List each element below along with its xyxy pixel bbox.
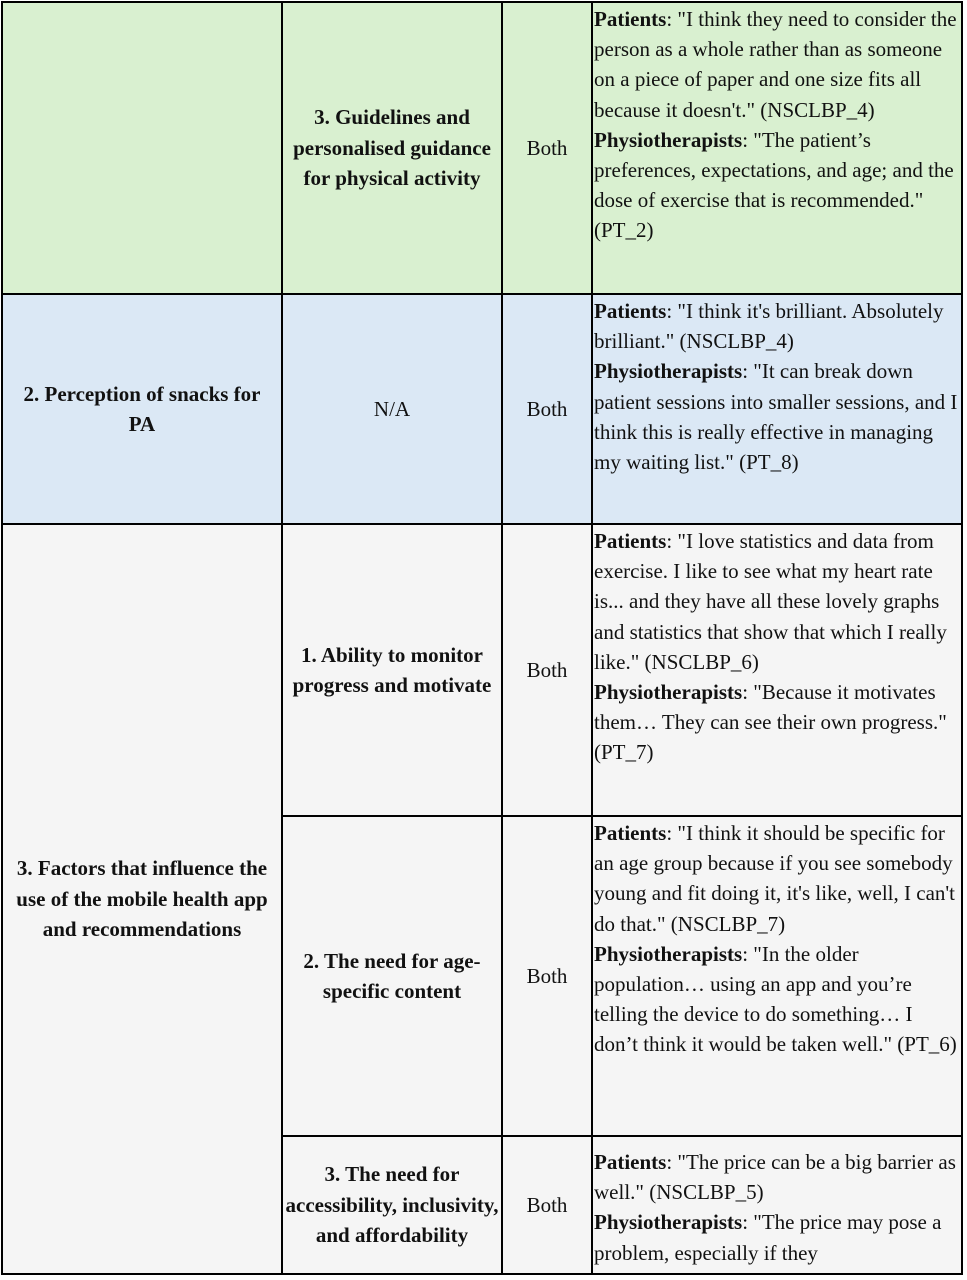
group-cell: Both: [502, 816, 592, 1136]
group-cell: Both: [502, 1136, 592, 1274]
patients-label: Patients: [594, 1150, 667, 1174]
patients-quote: Patients: "I think they need to consider the person as a whole rather than as someone on a piece of paper and one size fits all because it doesn't." (NSCLBP_4): [594, 7, 957, 122]
patients-quote: Patients: "I love statistics and data from exercise. I like to see what my heart rate is... and they have all these lovely graphs and statistics that show that which I really like." (NSCLBP_6): [594, 529, 947, 674]
table-row: [2, 524, 962, 816]
patients-label: Patients: [594, 821, 667, 845]
themes-table: [1, 1, 963, 1275]
theme-cell: [2, 2, 282, 294]
group-cell: Both: [502, 294, 592, 524]
group-cell: Both: [502, 2, 592, 294]
patients-quote: Patients: "I think it should be specific for an age group because if you see somebody young and fit doing it, it's like, well, I can't do that." (NSCLBP_7): [594, 821, 956, 936]
patients-quote: Patients: "The price can be a big barrier as well." (NSCLBP_5): [594, 1150, 956, 1205]
physio-quote: Physiotherapists: "It can break down patient sessions into smaller sessions, and I think this is really effective in managing my waiting list." (PT_8): [594, 359, 958, 475]
subtheme-cell: 3. Guidelines and personalised guidance for physical activity: [282, 2, 502, 294]
physio-label: Physiotherapists: [594, 680, 743, 705]
subtheme-cell: 3. The need for accessibility, inclusivity, and affordability: [282, 1136, 502, 1274]
physio-quote: Physiotherapists: "The price may pose a problem, especially if they: [594, 1210, 942, 1265]
quote-cell: [592, 294, 962, 524]
physio-quote: Physiotherapists: "Because it motivates them… They can see their own progress." (PT_7): [594, 680, 947, 765]
quote-cell: [592, 1136, 962, 1274]
physio-label: Physiotherapists: [594, 1210, 743, 1235]
physio-label: Physiotherapists: [594, 127, 743, 152]
physio-quote: Physiotherapists: "In the older population… using an app and you’re telling the device to do something… I don’t think it would be taken well." (PT_6): [594, 941, 957, 1057]
group-cell: Both: [502, 524, 592, 816]
physio-label: Physiotherapists: [594, 941, 743, 966]
physio-quote: Physiotherapists: "The patient’s preferences, expectations, and age; and the dose of exercise that is recommended." (PT_2): [594, 127, 954, 243]
subtheme-cell: 1. Ability to monitor progress and motivate: [282, 524, 502, 816]
patients-label: Patients: [594, 7, 667, 31]
physio-label: Physiotherapists: [594, 359, 743, 384]
quote-cell: [592, 524, 962, 816]
quote-cell: [592, 2, 962, 294]
table-row: [2, 294, 962, 524]
subtheme-cell: 2. The need for age-specific content: [282, 816, 502, 1136]
subtheme-cell: N/A: [282, 294, 502, 524]
table-row: [2, 2, 962, 294]
patients-label: Patients: [594, 299, 667, 323]
theme-cell: 3. Factors that influence the use of the mobile health app and recommendations: [2, 524, 282, 1274]
patients-label: Patients: [594, 529, 667, 553]
patients-quote: Patients: "I think it's brilliant. Absolutely brilliant." (NSCLBP_4): [594, 299, 944, 354]
quote-cell: [592, 816, 962, 1136]
theme-cell: 2. Perception of snacks for PA: [2, 294, 282, 524]
